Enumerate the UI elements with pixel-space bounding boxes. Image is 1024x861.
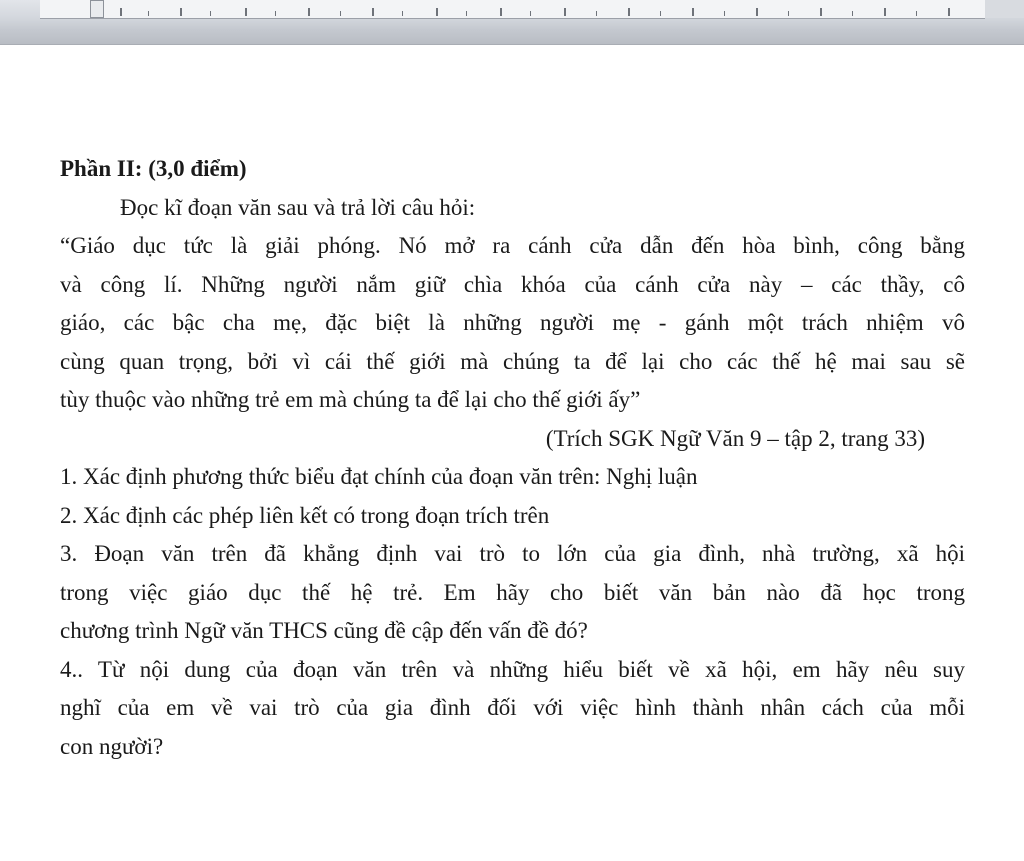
ruler-tick	[372, 8, 374, 16]
ruler-tick	[308, 8, 310, 16]
ruler-tick	[852, 11, 853, 16]
question-4-line: nghĩ của em về vai trò của gia đình đối với việc hình thành nhân cách của mỗi	[60, 695, 965, 720]
question-3-line: 3. Đoạn văn trên đã khẳng định vai trò to lớn của gia đình, nhà trường, xã hội	[60, 541, 965, 566]
instruction-text: Đọc kĩ đoạn văn sau và trả lời câu hỏi:	[120, 194, 476, 220]
ruler-tick	[724, 11, 725, 16]
passage-line: và công lí. Những người nắm giữ chìa khóa của cánh cửa này – các thầy, cô	[60, 271, 965, 297]
passage-line: “Giáo dục tức là giải phóng. Nó mở ra cánh cửa dẫn đến hòa bình, công bằng	[60, 233, 965, 258]
ruler-tick	[788, 11, 789, 16]
ruler-tick	[436, 8, 438, 16]
ruler-tick	[245, 8, 247, 16]
ruler-tick	[120, 8, 122, 16]
question-2: 2. Xác định các phép liên kết có trong đoạn trích trên	[60, 502, 550, 528]
ruler-tick	[564, 8, 566, 16]
document-body[interactable]	[60, 150, 965, 766]
horizontal-ruler	[0, 0, 1024, 45]
question-1: 1. Xác định phương thức biểu đạt chính của đoạn văn trên: Nghị luận	[60, 464, 698, 489]
question-3-line: chương trình Ngữ văn THCS cũng đề cập đến vấn đề đó?	[60, 618, 588, 643]
document-page[interactable]	[0, 45, 1024, 861]
ruler-tick	[148, 11, 149, 16]
ruler-tick	[628, 8, 630, 16]
ruler-tick	[466, 11, 467, 16]
ruler-tick	[402, 11, 403, 16]
ruler-tick	[275, 11, 276, 16]
question-3-line: trong việc giáo dục thế hệ trẻ. Em hãy cho biết văn bản nào đã học trong	[60, 579, 965, 605]
citation-text: (Trích SGK Ngữ Văn 9 – tập 2, trang 33)	[545, 425, 925, 451]
question-4-line: 4.. Từ nội dung của đoạn văn trên và những hiểu biết về xã hội, em hãy nêu suy	[60, 656, 965, 682]
indent-marker[interactable]	[90, 0, 104, 18]
ruler-tick	[820, 8, 822, 16]
passage-line: giáo, các bậc cha mẹ, đặc biệt là những người mẹ - gánh một trách nhiệm vô	[60, 310, 965, 335]
ruler-tick	[180, 8, 182, 16]
passage-line: cùng quan trọng, bởi vì cái thế giới mà chúng ta để lại cho các thế hệ mai sau sẽ	[60, 348, 965, 374]
ruler-tick	[530, 11, 531, 16]
ruler-margin	[985, 0, 1024, 18]
ruler-scale	[40, 0, 985, 19]
passage-line: tùy thuộc vào những trẻ em mà chúng ta để lại cho thế giới ấy”	[60, 387, 641, 412]
question-3	[60, 535, 965, 651]
section-heading: Phần II: (3,0 điểm)	[60, 156, 247, 181]
question-4-line: con người?	[60, 733, 164, 759]
ruler-tick	[692, 8, 694, 16]
ruler-tick	[210, 11, 211, 16]
ruler-tick	[916, 11, 917, 16]
question-4	[60, 651, 965, 767]
ruler-tick	[596, 11, 597, 16]
ruler-tick	[756, 8, 758, 16]
ruler-tick	[660, 11, 661, 16]
ruler-tick	[884, 8, 886, 16]
ruler-tick	[948, 8, 950, 16]
ruler-tick	[500, 8, 502, 16]
ruler-tick	[340, 11, 341, 16]
passage-paragraph	[60, 227, 965, 420]
